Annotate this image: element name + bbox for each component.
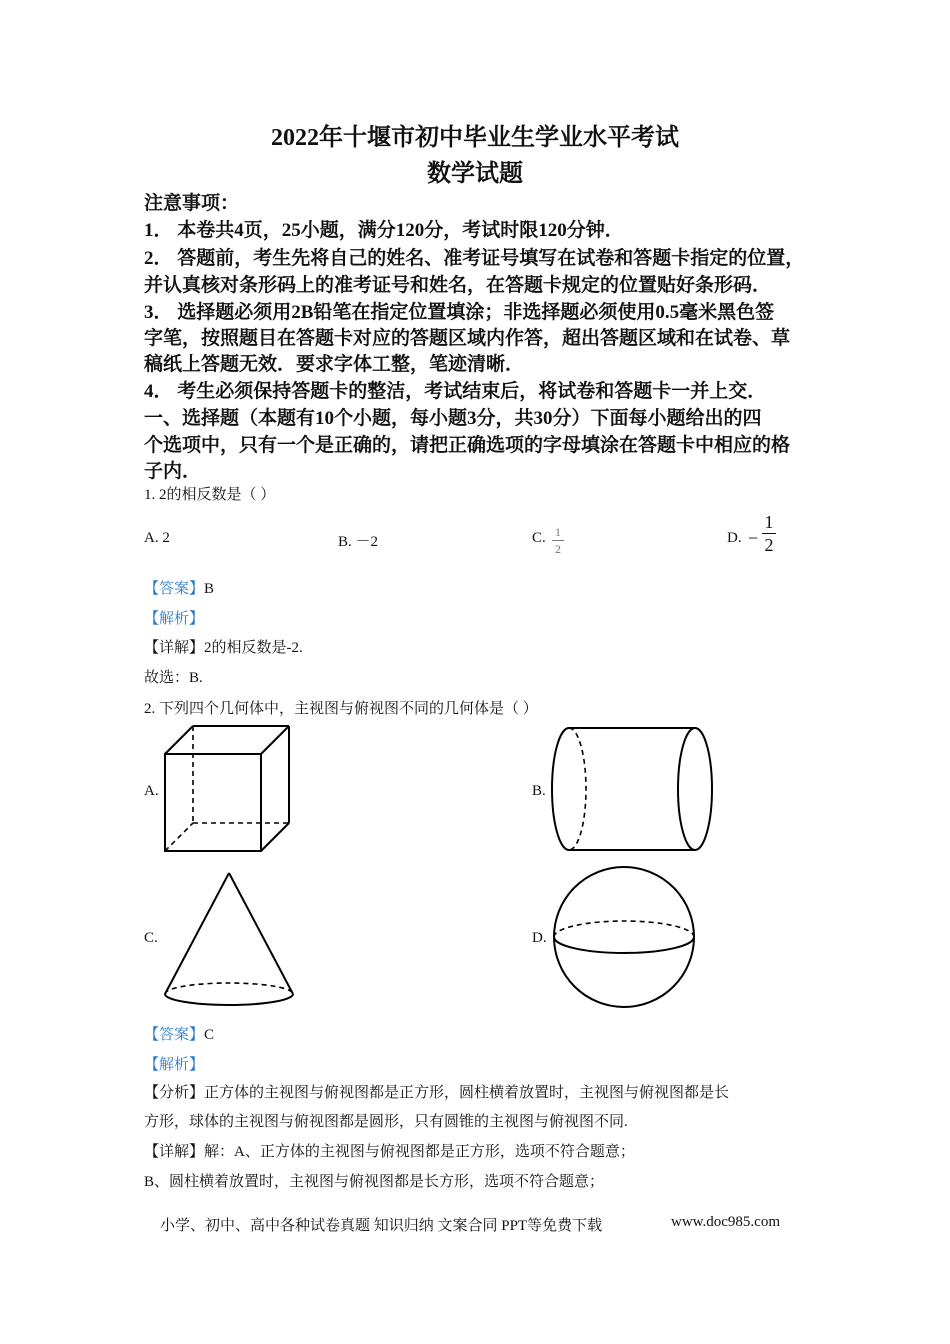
q2-analysis-1: [144, 1081, 729, 1102]
q2-stem: 2. 下列四个几何体中，主视图与俯视图不同的几何体是（ ）: [144, 701, 538, 717]
q2-analysis-2: 方形，球体的主视图与俯视图都是圆形，只有圆锥的主视图与俯视图不同.: [144, 1114, 628, 1130]
q2-option-c: C.: [144, 930, 158, 946]
q2-analysis-tag: 【解析】: [144, 1057, 205, 1073]
detail-tag: 【详解】: [144, 1144, 205, 1160]
notice-item-3a: 3． 选择题必须用2B铅笔在指定位置填涂；非选择题必须使用0.5毫米黑色签: [144, 302, 775, 323]
answer-tag: 【答案】: [144, 581, 205, 597]
detail-text: 2的相反数是-2.: [204, 640, 303, 656]
analysis-text: 正方体的主视图与俯视图都是正方形，圆柱横着放置时，主视图与俯视图都是长: [204, 1085, 730, 1101]
detail-text: 解：A、正方体的主视图与俯视图都是正方形，选项不符合题意；: [204, 1144, 635, 1160]
q1-option-d-fraction: [762, 513, 776, 554]
q1-stem: 1. 2的相反数是（ ）: [144, 487, 276, 503]
cube-icon: [160, 722, 295, 857]
q2-option-b: B.: [532, 783, 546, 799]
q1-option-c: C.: [532, 530, 546, 546]
page-subtitle: 数学试题: [427, 161, 523, 187]
fraction-bar: [552, 540, 564, 541]
q1-conclusion: 故选：B.: [144, 670, 203, 686]
q1-option-d-sign: −: [748, 528, 759, 548]
footer-site-link[interactable]: www.doc985.com: [671, 1214, 781, 1230]
q1-answer: [144, 577, 214, 598]
answer-value: C: [204, 1027, 215, 1043]
q2-option-d: D.: [532, 930, 547, 946]
q1-option-c-fraction: [552, 525, 564, 556]
notice-item-3b: 字笔，按照题目在答题卡对应的答题区域内作答，超出答题区域和在试卷、草: [144, 328, 791, 349]
notice-item-2b: 并认真核对条形码上的准考证号和姓名，在答题卡规定的位置贴好条形码．: [144, 275, 772, 296]
fraction-numerator: 1: [764, 512, 774, 532]
q2-answer: [144, 1023, 214, 1044]
cone-icon: [160, 868, 300, 1010]
section-heading-3: 子内．: [144, 461, 202, 482]
q1-detail: [144, 636, 303, 657]
q2-detail-2: B、圆柱横着放置时，主视图与俯视图都是长方形，选项不符合题意；: [144, 1174, 605, 1190]
q2-detail-1: [144, 1140, 635, 1161]
detail-tag: 【详解】: [144, 640, 205, 656]
section-heading-2: 个选项中，只有一个是正确的，请把正确选项的字母填涂在答题卡中相应的格: [144, 435, 791, 456]
footer-text: 小学、初中、高中各种试卷真题 知识归纳 文案合同 PPT等免费下载: [160, 1218, 603, 1234]
analysis-head: 【分析】: [144, 1085, 205, 1101]
page-title: 2022年十堰市初中毕业生学业水平考试: [271, 125, 679, 151]
notice-item-4: 4． 考生必须保持答题卡的整洁，考试结束后，将试卷和答题卡一并上交．: [144, 381, 767, 402]
section-heading-1: 一、选择题（本题有10个小题，每小题3分，共30分）下面每小题给出的四: [144, 408, 762, 429]
cylinder-icon: [550, 722, 720, 857]
answer-tag: 【答案】: [144, 1027, 205, 1043]
answer-value: B: [204, 581, 215, 597]
fraction-denominator: 2: [555, 542, 561, 556]
fraction-denominator: 2: [764, 535, 774, 555]
notice-item-2a: 2． 答题前，考生先将自己的姓名、准考证号填写在试卷和答题卡指定的位置，: [144, 248, 805, 269]
notice-heading: 注意事项：: [144, 193, 240, 214]
notice-item-3c: 稿纸上答题无效．要求字体工整，笔迹清晰．: [144, 354, 525, 375]
q1-analysis-tag: 【解析】: [144, 611, 205, 627]
fraction-bar: [762, 533, 776, 534]
q2-option-a: A.: [144, 783, 159, 799]
fraction-numerator: 1: [555, 525, 561, 539]
q1-option-d: D.: [727, 530, 742, 546]
q1-option-a: A. 2: [144, 530, 170, 546]
sphere-icon: [550, 865, 698, 1011]
notice-item-1: 1． 本卷共4页，25小题，满分120分，考试时限120分钟．: [144, 220, 624, 241]
q1-option-b: B. －2: [338, 534, 379, 550]
